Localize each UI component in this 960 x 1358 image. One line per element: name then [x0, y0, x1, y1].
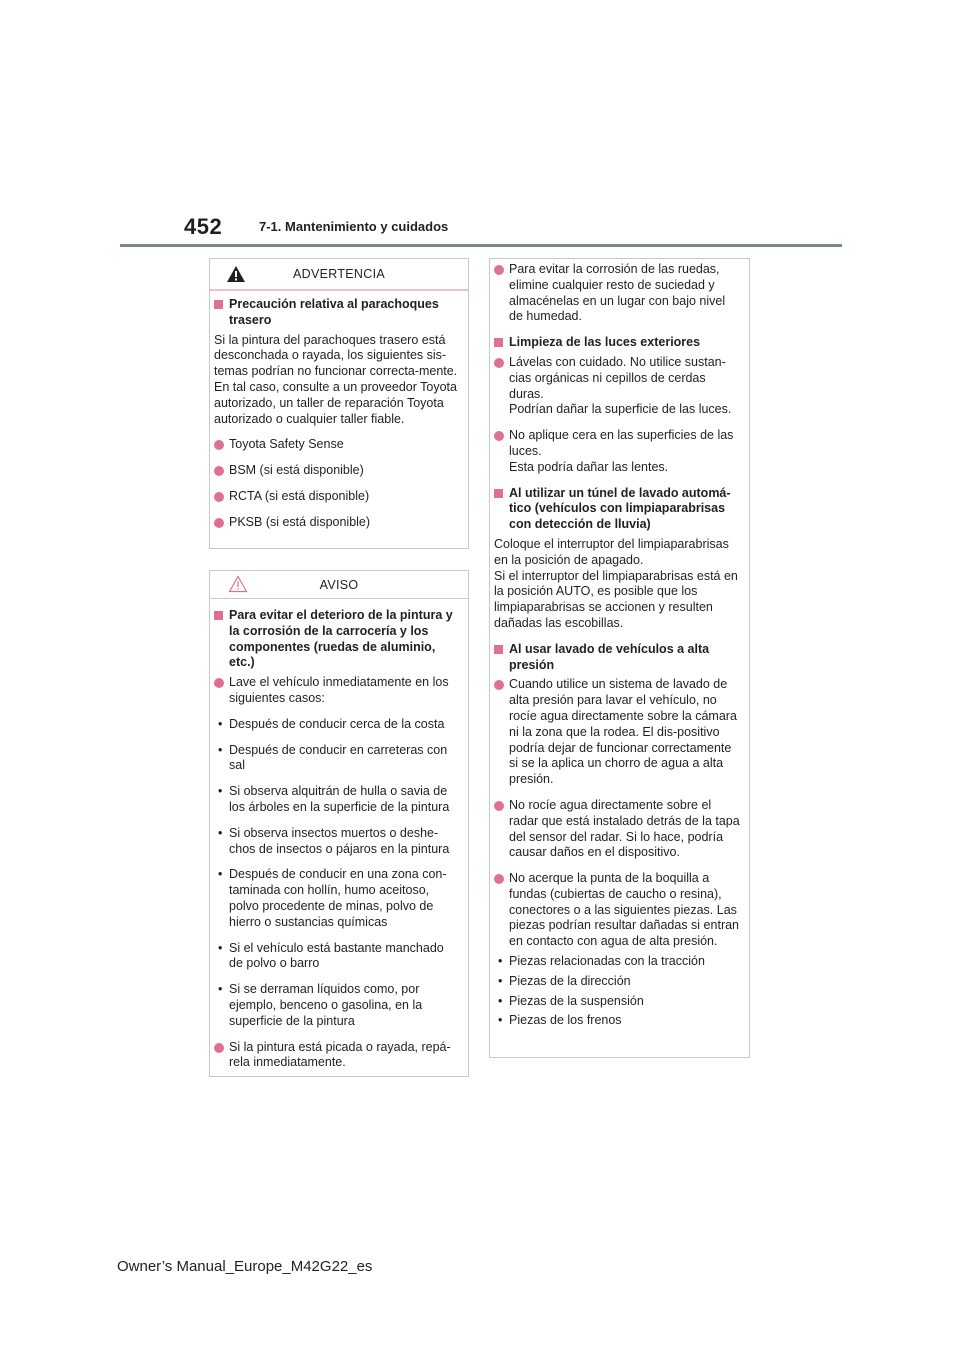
notice-bullet: [214, 1040, 459, 1072]
carwash-heading: [494, 486, 740, 533]
parts-item: • Piezas de los frenos: [498, 1013, 622, 1028]
pressure-bullet-text: Cuando utilice un sistema de lavado de alta presión para lavar el vehículo, no rocíe agua directamente sobre la cámara ni la zona que la rodea. El dis-positivo podría dejar de funcionar correctamente si se la aplica un chorro de agua a alta presión.: [509, 677, 737, 787]
lights-heading-text: Limpieza de las luces exteriores: [509, 335, 701, 350]
notice-case: • Si observa alquitrán de hulla o savia de los árboles en la superficie de la pintura: [218, 784, 450, 814]
square-bullet-icon: [214, 300, 223, 309]
parts-item-text: Piezas de los frenos: [509, 1013, 622, 1028]
notice-case: • Si observa insectos muertos o deshe-chos de insectos o pájaros en la pintura: [218, 825, 450, 856]
warning-header: [210, 259, 468, 291]
notice-case: • Después de conducir en una zona con-taminada con hollín, humo aceitoso, polvo procedente de minas, polvo de hierro o sustancias químicas: [218, 867, 447, 929]
round-bullet-icon: [494, 265, 504, 275]
notice-header: [210, 571, 468, 599]
square-bullet-icon: [494, 645, 503, 654]
warning-item: [214, 515, 459, 531]
lights-bullet: [494, 355, 740, 418]
parts-item-text: Piezas de la suspensión: [509, 993, 644, 1008]
notice-continued-box: [489, 258, 750, 1058]
square-bullet-icon: [214, 611, 223, 620]
notice-case-text: Si se derraman líquidos como, por ejemplo, benceno o gasolina, en la superficie de la pintura: [229, 982, 423, 1028]
round-bullet-icon: [494, 431, 504, 441]
parts-item: • Piezas relacionadas con la tracción: [498, 954, 705, 969]
carwash-text: [494, 537, 740, 632]
notice-bullet-text: Lave el vehículo inmediatamente en los siguientes casos:: [229, 675, 449, 705]
parts-item: • Piezas de la suspensión: [498, 993, 644, 1008]
notice-case-text: Si observa insectos muertos o deshe-chos de insectos o pájaros en la pintura: [229, 825, 450, 856]
pressure-bullet: [494, 871, 740, 950]
round-bullet-icon: [494, 801, 504, 811]
notice-case: • Si se derraman líquidos como, por ejemplo, benceno o gasolina, en la superficie de la pintura: [218, 982, 423, 1028]
lights-bullet-text: Esta podría dañar las lentes.: [509, 459, 669, 474]
square-bullet-icon: [494, 489, 503, 498]
warning-item-text: RCTA (si está disponible): [229, 488, 370, 503]
wheels-bullet: [494, 262, 740, 325]
round-bullet-icon: [214, 1043, 224, 1053]
page-number: 452: [184, 214, 223, 239]
lights-bullet-text: No aplique cera en las superficies de las luces.: [509, 428, 734, 458]
notice-case: • Después de conducir en carreteras con sal: [218, 742, 448, 773]
warning-item: [214, 489, 459, 505]
notice-box: [209, 570, 469, 1077]
warning-intro: Si la pintura del parachoques trasero está desconchada o rayada, los siguientes sis-temas podrían no funcionar correcta-mente. En tal caso, consulte a un proveedor Toyota autorizado, un taller de reparación Toyota autorizado o cualquier taller fiable.: [214, 332, 458, 426]
round-bullet-icon: [214, 492, 224, 502]
parts-item: • Piezas de la dirección: [498, 973, 631, 988]
notice-heading-text: Para evitar el deterioro de la pintura y la corrosión de la carrocería y los componentes (ruedas de aluminio, etc.): [229, 608, 453, 670]
warning-item-text: Toyota Safety Sense: [229, 437, 344, 452]
notice-label: AVISO: [319, 577, 359, 592]
notice-bullet-text: Si la pintura está picada o rayada, repá-rela inmediatamente.: [229, 1039, 451, 1070]
warning-heading: [214, 297, 459, 329]
notice-case-text: Si el vehículo está bastante manchado de polvo o barro: [229, 940, 444, 971]
notice-case: • Si el vehículo está bastante manchado de polvo o barro: [218, 940, 444, 971]
parts-item-text: Piezas de la dirección: [509, 973, 631, 988]
round-bullet-icon: [214, 440, 224, 450]
round-bullet-icon: [494, 358, 504, 368]
notice-heading: [214, 608, 459, 671]
notice-case-text: Después de conducir cerca de la costa: [229, 716, 445, 731]
carwash-line: Coloque el interruptor del limpiaparabrisas en la posición de apagado.: [494, 536, 729, 567]
warning-triangle-filled-icon: [226, 265, 246, 283]
round-bullet-icon: [214, 518, 224, 528]
warning-item: [214, 437, 459, 453]
parts-item-text: Piezas relacionadas con la tracción: [509, 954, 705, 969]
lights-bullet-text: Lávelas con cuidado. No utilice sustan-cias orgánicas ni cepillos de cerdas duras.: [509, 354, 726, 401]
pressure-heading: [494, 642, 740, 674]
lights-heading: [494, 335, 740, 351]
header-rule: [120, 244, 842, 247]
pressure-bullet: [494, 798, 740, 861]
notice-case-text: Después de conducir en carreteras con sal: [229, 742, 448, 773]
warning-triangle-outline-icon: [228, 575, 248, 593]
footer-text: Owner’s Manual_Europe_M42G22_es: [117, 1258, 373, 1275]
warning-item: [214, 463, 459, 479]
round-bullet-icon: [214, 678, 224, 688]
warning-label: ADVERTENCIA: [293, 267, 385, 281]
lights-bullet: [494, 428, 740, 475]
notice-case-text: Si observa alquitrán de hulla o savia de los árboles en la superficie de la pintura: [229, 784, 450, 814]
pressure-bullet: [494, 677, 740, 788]
warning-item-text: PKSB (si está disponible): [229, 514, 371, 529]
pressure-bullet-text: No acerque la punta de la boquilla a fundas (cubiertas de caucho o resina), conectores o a las siguientes piezas. Las piezas podrían resultar dañadas si entran en contacto con agua de alta presión.: [509, 871, 740, 949]
round-bullet-icon: [494, 874, 504, 884]
lights-bullet-text: Podrían dañar la superficie de las luces.: [509, 402, 732, 417]
round-bullet-icon: [214, 466, 224, 476]
carwash-line: Si el interruptor del limpiaparabrisas está en la posición AUTO, es posible que los limpiaparabrisas se accionen y resulten dañadas las escobillas.: [494, 568, 738, 630]
section-title: 7-1. Mantenimiento y cuidados: [259, 219, 449, 234]
pressure-heading-text: Al usar lavado de vehículos a alta presión: [509, 641, 710, 672]
square-bullet-icon: [494, 338, 503, 347]
warning-box: [209, 258, 469, 549]
pressure-bullet-text: No rocíe agua directamente sobre el radar que está instalado detrás de la tapa del sensor del radar. Si lo hace, podría causar daños en el dispositivo.: [509, 797, 740, 860]
round-bullet-icon: [494, 680, 504, 690]
wheels-bullet-text: Para evitar la corrosión de las ruedas, elimine cualquier resto de suciedad y almacénelas en un lugar con bajo nivel de humedad.: [509, 262, 726, 324]
notice-case-text: Después de conducir en una zona con-taminada con hollín, humo aceitoso, polvo procedente de minas, polvo de hierro o sustancias químicas: [229, 867, 447, 929]
notice-bullet: [214, 675, 459, 707]
notice-case: • Después de conducir cerca de la costa: [218, 716, 445, 731]
warning-item-text: BSM (si está disponible): [229, 463, 364, 478]
carwash-heading-text: Al utilizar un túnel de lavado automá-tico (vehículos con limpiaparabrisas con detección de lluvia): [509, 485, 731, 532]
warning-heading-text: Precaución relativa al parachoques trasero: [229, 297, 439, 327]
